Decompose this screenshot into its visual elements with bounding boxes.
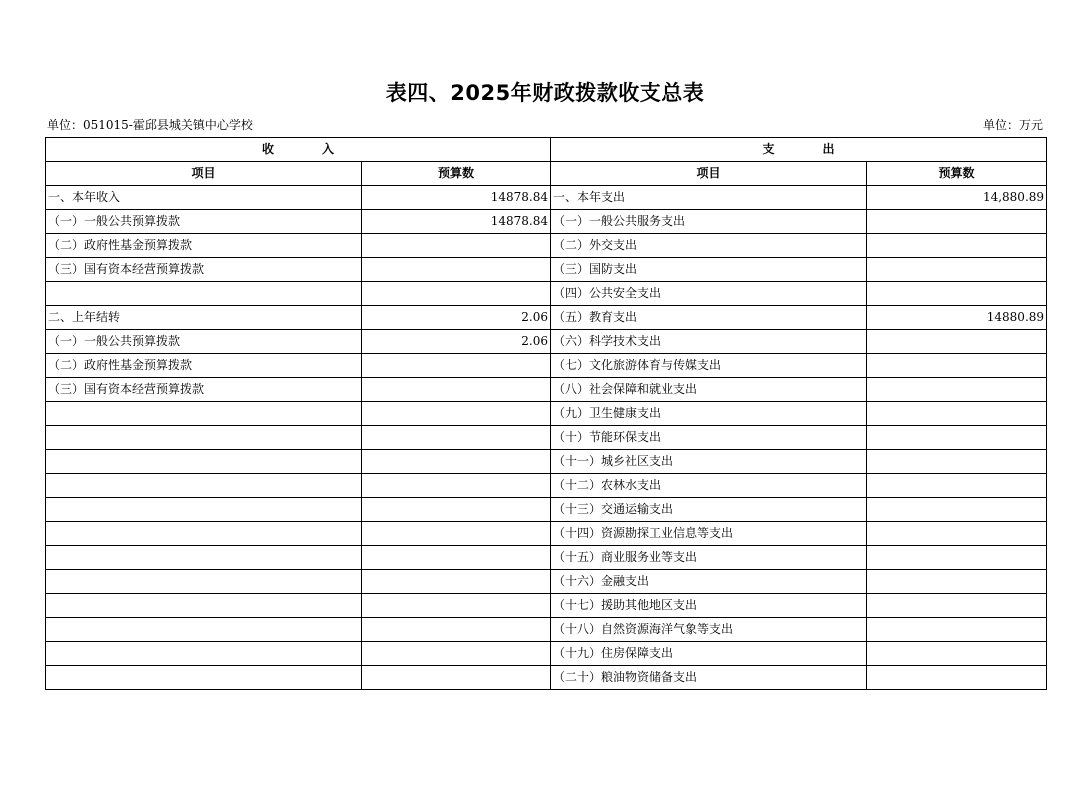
expense-value-cell <box>867 642 1047 666</box>
income-value-cell: 14878.84 <box>362 210 551 234</box>
expense-item-cell: （九）卫生健康支出 <box>551 402 867 426</box>
expense-value-cell <box>867 666 1047 690</box>
income-value-cell <box>362 258 551 282</box>
table-row <box>46 546 1047 570</box>
income-item-cell <box>46 474 362 498</box>
expense-value-cell <box>867 378 1047 402</box>
income-item-cell <box>46 498 362 522</box>
income-value-cell <box>362 522 551 546</box>
expense-value-cell <box>867 426 1047 450</box>
table-row <box>46 474 1047 498</box>
expense-section-header: 支 出 <box>551 138 1047 162</box>
expense-value-cell <box>867 594 1047 618</box>
table-row <box>46 378 1047 402</box>
expense-value-cell: 14,880.89 <box>867 186 1047 210</box>
income-budget-column-header: 预算数 <box>362 162 551 186</box>
income-item-cell: （三）国有资本经营预算拨款 <box>46 378 362 402</box>
expense-value-cell <box>867 498 1047 522</box>
income-value-cell <box>362 666 551 690</box>
expense-item-cell: （六）科学技术支出 <box>551 330 867 354</box>
expense-value-cell <box>867 570 1047 594</box>
income-item-cell <box>46 450 362 474</box>
table-row <box>46 570 1047 594</box>
income-item-cell: （一）一般公共预算拨款 <box>46 210 362 234</box>
budget-summary-table <box>45 137 1047 690</box>
income-value-cell <box>362 282 551 306</box>
income-item-cell: （三）国有资本经营预算拨款 <box>46 258 362 282</box>
table-row <box>46 258 1047 282</box>
expense-item-cell: （八）社会保障和就业支出 <box>551 378 867 402</box>
expense-value-cell: 14880.89 <box>867 306 1047 330</box>
income-item-cell <box>46 282 362 306</box>
income-value-cell <box>362 642 551 666</box>
income-value-cell <box>362 498 551 522</box>
income-value-cell <box>362 450 551 474</box>
income-item-cell <box>46 546 362 570</box>
table-row <box>46 426 1047 450</box>
expense-value-cell <box>867 330 1047 354</box>
expense-item-cell: （十四）资源勘探工业信息等支出 <box>551 522 867 546</box>
income-item-cell <box>46 666 362 690</box>
expense-item-cell: （三）国防支出 <box>551 258 867 282</box>
table-row <box>46 618 1047 642</box>
unit-organization-label: 单位：051015-霍邱县城关镇中心学校 <box>47 118 253 132</box>
income-value-cell <box>362 402 551 426</box>
income-item-cell <box>46 642 362 666</box>
expense-item-cell: （十一）城乡社区支出 <box>551 450 867 474</box>
table-row <box>46 354 1047 378</box>
expense-item-cell: （十七）援助其他地区支出 <box>551 594 867 618</box>
expense-item-cell: （十八）自然资源海洋气象等支出 <box>551 618 867 642</box>
income-item-cell <box>46 402 362 426</box>
income-value-cell: 14878.84 <box>362 186 551 210</box>
expense-value-cell <box>867 618 1047 642</box>
expense-item-cell: （二十）粮油物资储备支出 <box>551 666 867 690</box>
income-value-cell <box>362 594 551 618</box>
table-row <box>46 282 1047 306</box>
table-row <box>46 498 1047 522</box>
income-item-cell <box>46 618 362 642</box>
expense-item-cell: （十三）交通运输支出 <box>551 498 867 522</box>
table-row <box>46 186 1047 210</box>
expense-item-cell: （四）公共安全支出 <box>551 282 867 306</box>
expense-value-cell <box>867 282 1047 306</box>
expense-value-cell <box>867 450 1047 474</box>
table-row <box>46 402 1047 426</box>
income-value-cell <box>362 570 551 594</box>
page-title: 表四、2025年财政拨款收支总表 <box>385 81 705 105</box>
expense-item-cell: 一、本年支出 <box>551 186 867 210</box>
expense-value-cell <box>867 474 1047 498</box>
expense-item-column-header: 项目 <box>551 162 867 186</box>
expense-item-cell: （十六）金融支出 <box>551 570 867 594</box>
expense-value-cell <box>867 354 1047 378</box>
expense-value-cell <box>867 234 1047 258</box>
income-value-cell: 2.06 <box>362 330 551 354</box>
table-header-column-row <box>46 162 1047 186</box>
income-item-cell: （二）政府性基金预算拨款 <box>46 354 362 378</box>
income-item-cell <box>46 522 362 546</box>
income-item-column-header: 项目 <box>46 162 362 186</box>
table-header-section-row <box>46 138 1047 162</box>
income-item-cell: 二、上年结转 <box>46 306 362 330</box>
income-value-cell: 2.06 <box>362 306 551 330</box>
expense-value-cell <box>867 546 1047 570</box>
expense-item-cell: （二）外交支出 <box>551 234 867 258</box>
income-item-cell <box>46 570 362 594</box>
expense-item-cell: （七）文化旅游体育与传媒支出 <box>551 354 867 378</box>
income-item-cell <box>46 426 362 450</box>
table-row <box>46 522 1047 546</box>
income-section-header: 收 入 <box>46 138 551 162</box>
expense-value-cell <box>867 402 1047 426</box>
expense-value-cell <box>867 210 1047 234</box>
income-value-cell <box>362 234 551 258</box>
income-value-cell <box>362 426 551 450</box>
income-item-cell: 一、本年收入 <box>46 186 362 210</box>
income-item-cell <box>46 594 362 618</box>
table-row <box>46 594 1047 618</box>
income-value-cell <box>362 546 551 570</box>
income-value-cell <box>362 354 551 378</box>
income-item-cell: （一）一般公共预算拨款 <box>46 330 362 354</box>
income-value-cell <box>362 378 551 402</box>
expense-budget-column-header: 预算数 <box>867 162 1047 186</box>
unit-currency-label: 单位：万元 <box>982 118 1043 132</box>
expense-item-cell: （十五）商业服务业等支出 <box>551 546 867 570</box>
income-item-cell: （二）政府性基金预算拨款 <box>46 234 362 258</box>
table-row <box>46 666 1047 690</box>
table-row <box>46 330 1047 354</box>
expense-item-cell: （十二）农林水支出 <box>551 474 867 498</box>
expense-item-cell: （五）教育支出 <box>551 306 867 330</box>
expense-item-cell: （十）节能环保支出 <box>551 426 867 450</box>
table-row <box>46 642 1047 666</box>
income-value-cell <box>362 618 551 642</box>
income-value-cell <box>362 474 551 498</box>
expense-item-cell: （十九）住房保障支出 <box>551 642 867 666</box>
table-row <box>46 450 1047 474</box>
expense-item-cell: （一）一般公共服务支出 <box>551 210 867 234</box>
expense-value-cell <box>867 258 1047 282</box>
table-row <box>46 234 1047 258</box>
expense-value-cell <box>867 522 1047 546</box>
table-row <box>46 210 1047 234</box>
table-row <box>46 306 1047 330</box>
